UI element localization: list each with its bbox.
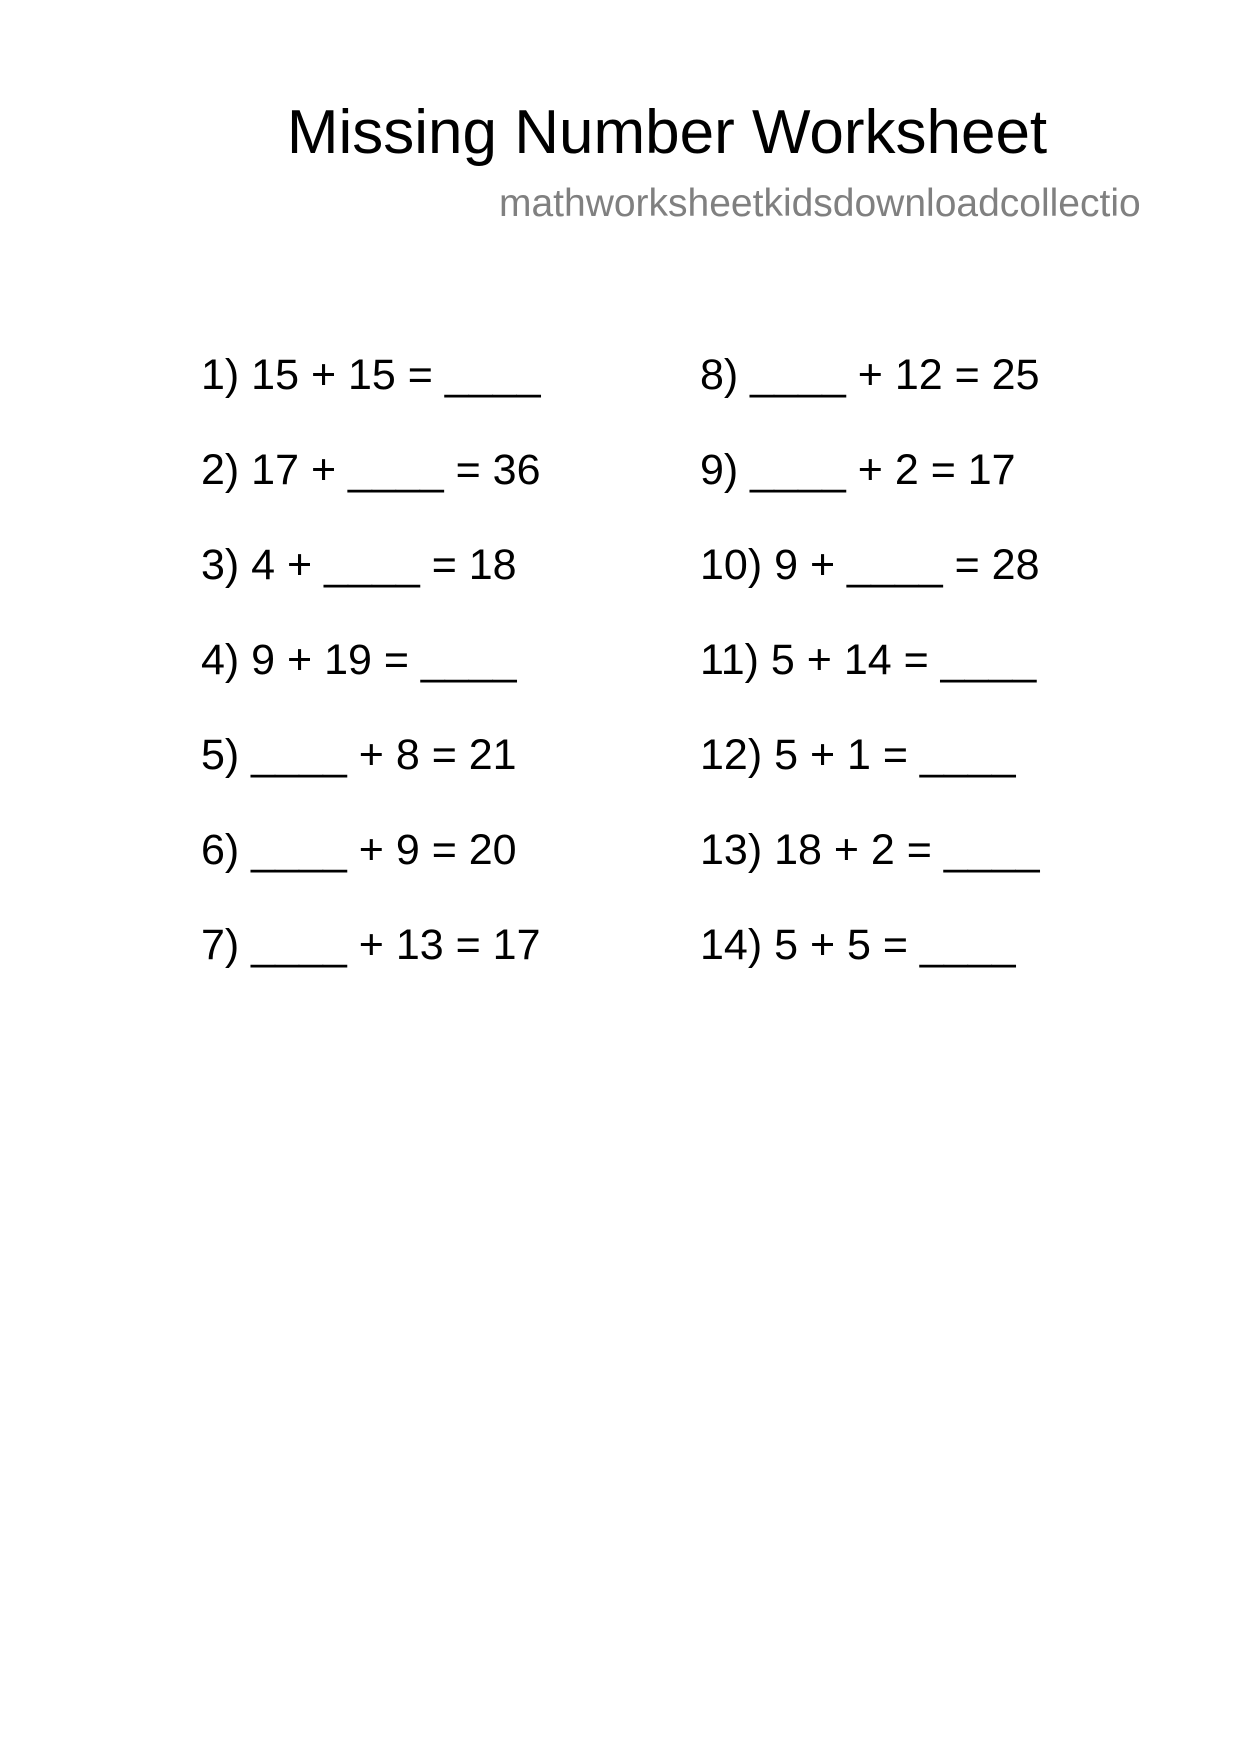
problems-right-column <box>700 350 1040 1015</box>
problem: 6) ____ + 9 = 20 <box>201 826 517 874</box>
problem: 1) 15 + 15 = ____ <box>201 351 541 399</box>
problem: 4) 9 + 19 = ____ <box>201 636 517 684</box>
problem: 14) 5 + 5 = ____ <box>700 921 1016 969</box>
problems-left-column <box>201 350 541 1015</box>
problem: 7) ____ + 13 = 17 <box>201 921 541 969</box>
watermark: mathworksheetkidsdownloadcollectio <box>499 182 1141 225</box>
problem: 3) 4 + ____ = 18 <box>201 541 517 589</box>
problem: 8) ____ + 12 = 25 <box>700 351 1040 399</box>
problem: 11) 5 + 14 = ____ <box>700 636 1037 684</box>
problem: 12) 5 + 1 = ____ <box>700 731 1016 779</box>
problem: 2) 17 + ____ = 36 <box>201 446 541 494</box>
problem: 13) 18 + 2 = ____ <box>700 826 1040 874</box>
problem: 10) 9 + ____ = 28 <box>700 541 1040 589</box>
problem: 9) ____ + 2 = 17 <box>700 446 1016 494</box>
worksheet-title: Missing Number Worksheet <box>286 98 1048 167</box>
problem: 5) ____ + 8 = 21 <box>201 731 517 779</box>
